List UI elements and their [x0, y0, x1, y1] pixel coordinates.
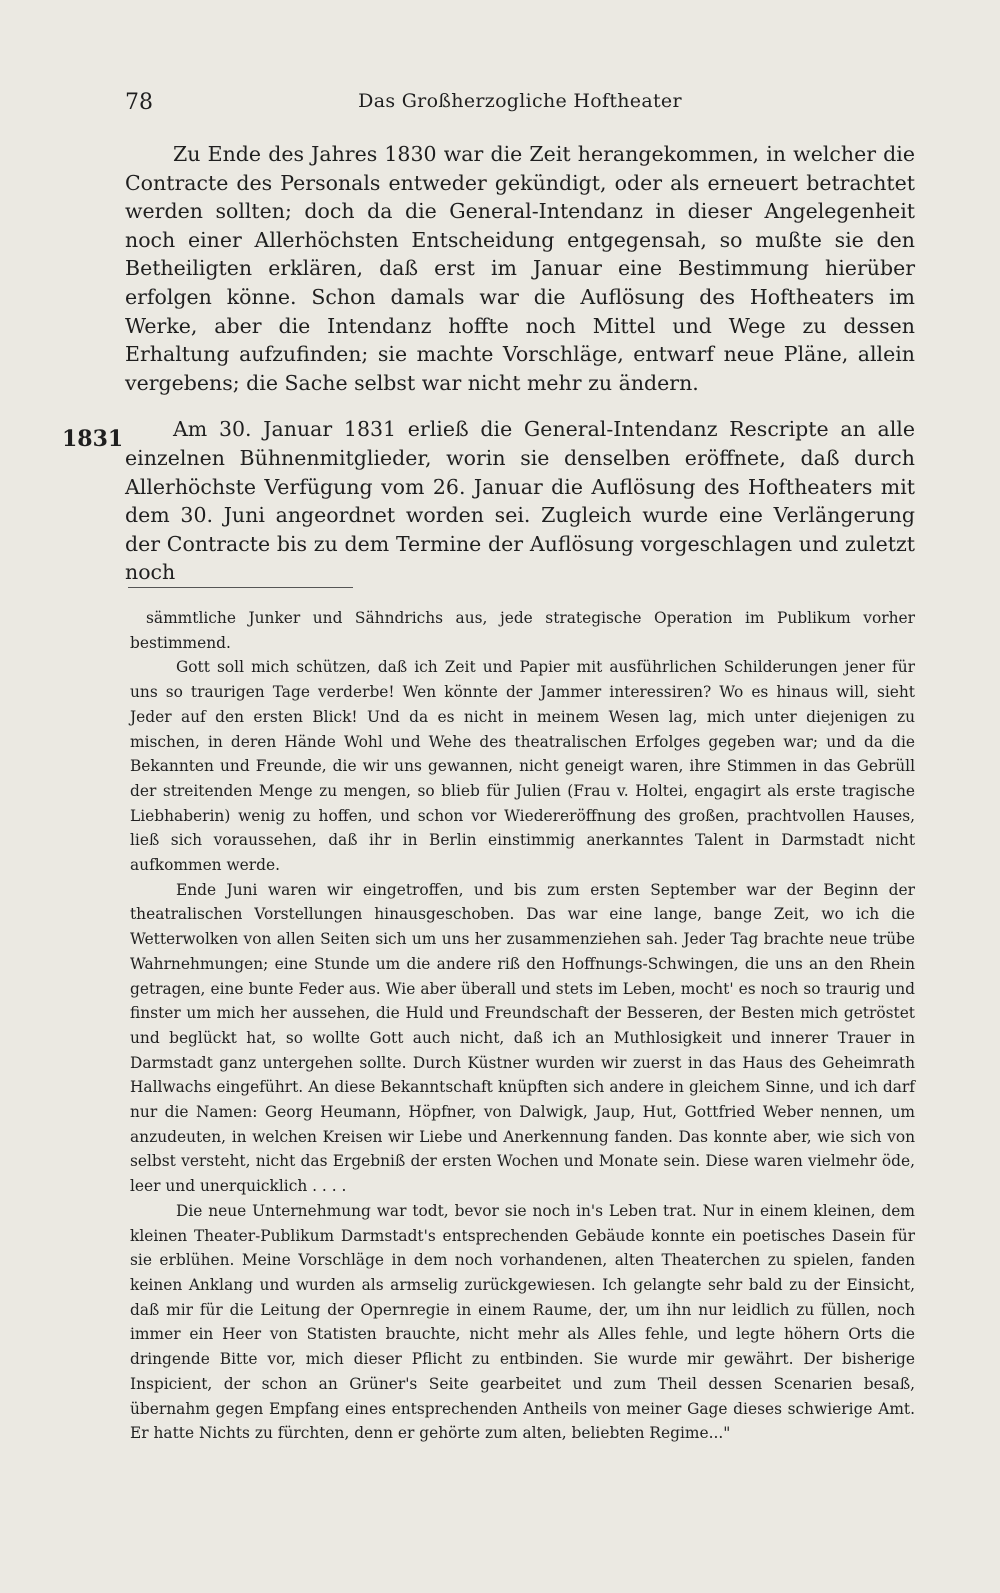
- margin-year-note: 1831: [62, 426, 124, 452]
- footnote: [130, 606, 915, 1446]
- page-number: 78: [125, 90, 153, 115]
- footnote-separator: [128, 587, 353, 588]
- footnote-paragraph: sämmtliche Junker und Sähndrichs aus, jede strategische Operation im Publikum vorher bestimmend.: [130, 609, 915, 652]
- main-text: [125, 140, 915, 587]
- page-header: [125, 90, 915, 120]
- footnote-paragraph: Die neue Unternehmung war todt, bevor sie noch in's Leben trat. Nur in einem kleinen, dem kleinen Theater-Publikum Darmstadt's entsprechenden Gebäude konnte ein poetisches Dasein für sie erblühen. Meine Vorschläge in dem noch vorhandenen, alten Theaterchen zu spielen, fanden keinen Anklang und wurden als armselig zurückgewiesen. Ich gelangte sehr bald zu der Einsicht, daß mir für die Leitung der Opernregie in einem Raume, der, um ihn nur leidlich zu füllen, noch immer ein Heer von Statisten brauchte, nicht mehr als Alles fehle, und legte höhern Orts die dringende Bitte vor, mich dieser Pflicht zu entbinden. Sie wurde mir gewährt. Der bisherige Inspicient, der schon an Grüner's Seite gearbeitet und zum Theil dessen Scenarien besaß, übernahm gegen Empfang eines entsprechenden Antheils von meiner Gage dieses schwierige Amt. Er hatte Nichts zu fürchten, denn er gehörte zum alten, beliebten Regime...": [130, 1201, 915, 1443]
- main-paragraph: Am 30. Januar 1831 erließ die General-Intendanz Rescripte an alle einzelnen Bühnenmitglieder, worin sie denselben eröffnete, daß durch Allerhöchste Verfügung vom 26. Januar die Auflösung des Hoftheaters mit dem 30. Juni angeordnet worden sei. Zugleich wurde eine Verlängerung der Contracte bis zu dem Termine der Auflösung vorgeschlagen und zuletzt noch: [125, 417, 915, 585]
- footnote-paragraph: Ende Juni waren wir eingetroffen, und bis zum ersten September war der Beginn der theatralischen Vorstellungen hinausgeschoben. Das war eine lange, bange Zeit, wo ich die Wetterwolken von allen Seiten sich um uns her zusammenziehen sah. Jeder Tag brachte neue trübe Wahrnehmungen; eine Stunde um die andere riß den Hoffnungs-Schwingen, die uns an den Rhein getragen, eine bunte Feder aus. Wie aber überall und stets im Leben, mocht' es noch so traurig und finster um mich her aussehen, die Huld und Freundschaft der Besseren, der Besten mich getröstet und beglückt hat, so wollte Gott auch nicht, daß ich an Muthlosigkeit und innerer Trauer in Darmstadt ganz untergehen sollte. Durch Küstner wurden wir zuerst in das Haus des Geheimrath Hallwachs eingeführt. An diese Bekanntschaft knüpften sich andere in gleichem Sinne, und ich darf nur die Namen: Georg Heumann, Höpfner, von Dalwigk, Jaup, Hut, Gottfried Weber nennen, um anzudeuten, in welchen Kreisen wir Liebe und Anerkennung fanden. Das konnte aber, wie sich von selbst versteht, nicht das Ergebniß der ersten Wochen und Monate sein. Diese waren vielmehr öde, leer und unerquicklich . . . .: [130, 880, 915, 1196]
- footnote-paragraph: Gott soll mich schützen, daß ich Zeit und Papier mit ausführlichen Schilderungen jener für uns so traurigen Tage verderbe! Wen könnte der Jammer interessiren? Wo es hinaus will, sieht Jeder auf den ersten Blick! Und da es nicht in meinem Wesen lag, mich unter diejenigen zu mischen, in deren Hände Wohl und Wehe des theatralischen Erfolges gegeben war; und da die Bekannten und Freunde, die wir uns gewannen, nicht geneigt waren, ihre Stimmen in das Gebrüll der streitenden Menge zu mengen, so blieb für Julien (Frau v. Holtei, engagirt als erste tragische Liebhaberin) wenig zu hoffen, und schon vor Wiedereröffnung des großen, prachtvollen Hauses, ließ sich voraussehen, daß ihr in Berlin einstimmig anerkanntes Talent in Darmstadt nicht aufkommen werde.: [130, 658, 915, 875]
- main-paragraph: Zu Ende des Jahres 1830 war die Zeit herangekommen, in welcher die Contracte des Personals entweder gekündigt, oder als erneuert betrachtet werden sollten; doch da die General-Intendanz in dieser Angelegenheit noch einer Allerhöchsten Entscheidung entgegensah, so mußte sie den Betheiligten erklären, daß erst im Januar eine Bestimmung hierüber erfolgen könne. Schon damals war die Auflösung des Hoftheaters im Werke, aber die Intendanz hoffte noch Mittel und Wege zu dessen Erhaltung aufzufinden; sie machte Vorschläge, entwarf neue Pläne, allein vergebens; die Sache selbst war nicht mehr zu ändern.: [125, 142, 915, 395]
- running-head: Das Großherzogliche Hoftheater: [358, 90, 682, 112]
